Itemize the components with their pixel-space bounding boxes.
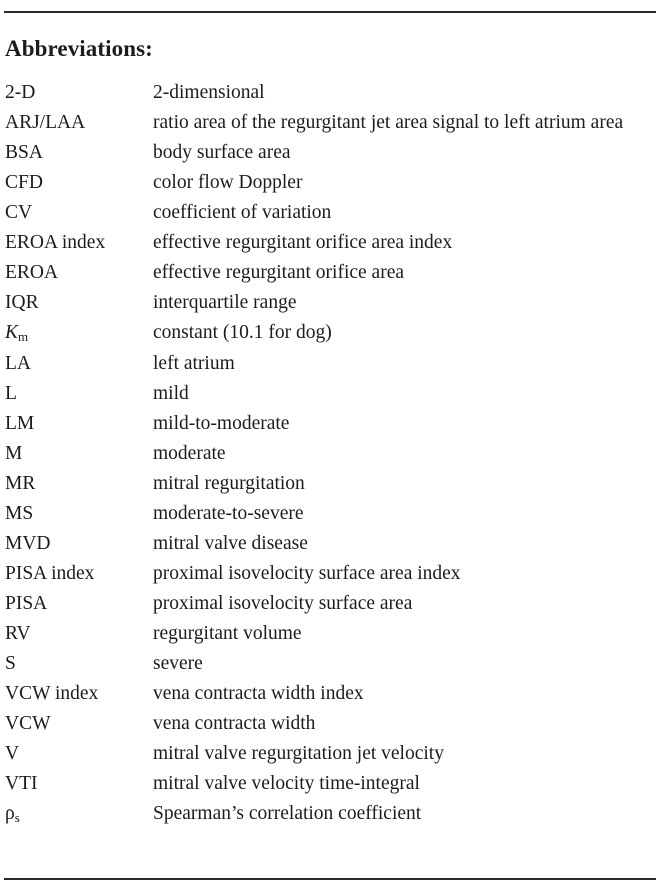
abbreviation-main: ρ — [5, 803, 15, 824]
abbreviation: CV — [5, 202, 33, 223]
abbreviations-heading: Abbreviations: — [5, 36, 153, 61]
abbreviation: ARJ/LAA — [5, 112, 86, 133]
list-item — [5, 559, 656, 589]
abbreviation: LA — [5, 353, 31, 374]
list-item — [5, 349, 656, 379]
abbreviation: BSA — [5, 142, 43, 163]
list-item — [5, 769, 656, 799]
abbreviation: S — [5, 653, 16, 674]
list-item — [5, 379, 656, 409]
definition: coefficient of variation — [153, 202, 332, 223]
abbreviation: L — [5, 383, 17, 404]
bottom-rule — [4, 878, 656, 880]
abbreviation: PISA index — [5, 563, 95, 584]
definition: color flow Doppler — [153, 172, 303, 193]
abbreviation — [5, 799, 153, 830]
definition: mild-to-moderate — [153, 413, 290, 434]
abbreviation: MR — [5, 473, 36, 494]
definition: moderate-to-severe — [153, 503, 304, 524]
list-item — [5, 318, 656, 349]
definition: vena contracta width index — [153, 683, 364, 704]
abbreviation: VCW index — [5, 683, 99, 704]
list-item — [5, 799, 656, 830]
definition: mitral valve velocity time-integral — [153, 773, 420, 794]
list-item — [5, 228, 656, 258]
abbreviation: RV — [5, 623, 31, 644]
list-item — [5, 409, 656, 439]
definition: interquartile range — [153, 292, 297, 313]
definition: regurgitant volume — [153, 623, 302, 644]
list-item — [5, 619, 656, 649]
definition: severe — [153, 653, 203, 674]
definition: mild — [153, 383, 189, 404]
abbreviation: VCW — [5, 713, 51, 734]
abbreviations-list — [5, 78, 656, 830]
list-item — [5, 138, 656, 168]
list-item — [5, 499, 656, 529]
definition: Spearman’s correlation coefficient — [153, 803, 422, 824]
list-item — [5, 529, 656, 559]
definition: proximal isovelocity surface area — [153, 593, 413, 614]
list-item — [5, 709, 656, 739]
definition: proximal isovelocity surface area index — [153, 563, 461, 584]
list-item — [5, 589, 656, 619]
definition: 2-dimensional — [153, 82, 265, 103]
abbreviation-main: K — [5, 322, 19, 343]
definition: left atrium — [153, 353, 235, 374]
list-item — [5, 288, 656, 318]
definition: effective regurgitant orifice area — [153, 262, 405, 283]
definition: ratio area of the regurgitant jet area signal to left atrium area — [153, 112, 624, 133]
abbreviation: PISA — [5, 593, 48, 614]
abbreviation: IQR — [5, 292, 39, 313]
list-item — [5, 649, 656, 679]
list-item — [5, 679, 656, 709]
abbreviation: M — [5, 443, 23, 464]
abbreviation: V — [5, 743, 20, 764]
abbreviation-subscript: s — [14, 810, 20, 825]
list-item — [5, 198, 656, 228]
definition: effective regurgitant orifice area index — [153, 232, 453, 253]
list-item — [5, 78, 656, 108]
abbreviation: MS — [5, 503, 34, 524]
definition: mitral valve regurgitation jet velocity — [153, 743, 444, 764]
abbreviation: EROA — [5, 262, 59, 283]
abbreviation: MVD — [5, 533, 51, 554]
definition: mitral regurgitation — [153, 473, 305, 494]
definition: body surface area — [153, 142, 291, 163]
abbreviation — [5, 318, 153, 349]
list-item — [5, 258, 656, 288]
abbreviation: CFD — [5, 172, 43, 193]
list-item — [5, 168, 656, 198]
abbreviation: LM — [5, 413, 35, 434]
abbreviation: VTI — [5, 773, 38, 794]
abbreviation-subscript: m — [18, 329, 29, 344]
definition: vena contracta width — [153, 713, 316, 734]
definition: mitral valve disease — [153, 533, 308, 554]
top-rule — [4, 11, 656, 13]
definition: constant (10.1 for dog) — [153, 322, 332, 343]
list-item — [5, 439, 656, 469]
list-item — [5, 739, 656, 769]
abbreviation: 2-D — [5, 82, 36, 103]
list-item — [5, 469, 656, 499]
abbreviation: EROA index — [5, 232, 106, 253]
definition: moderate — [153, 443, 226, 464]
list-item — [5, 108, 656, 138]
